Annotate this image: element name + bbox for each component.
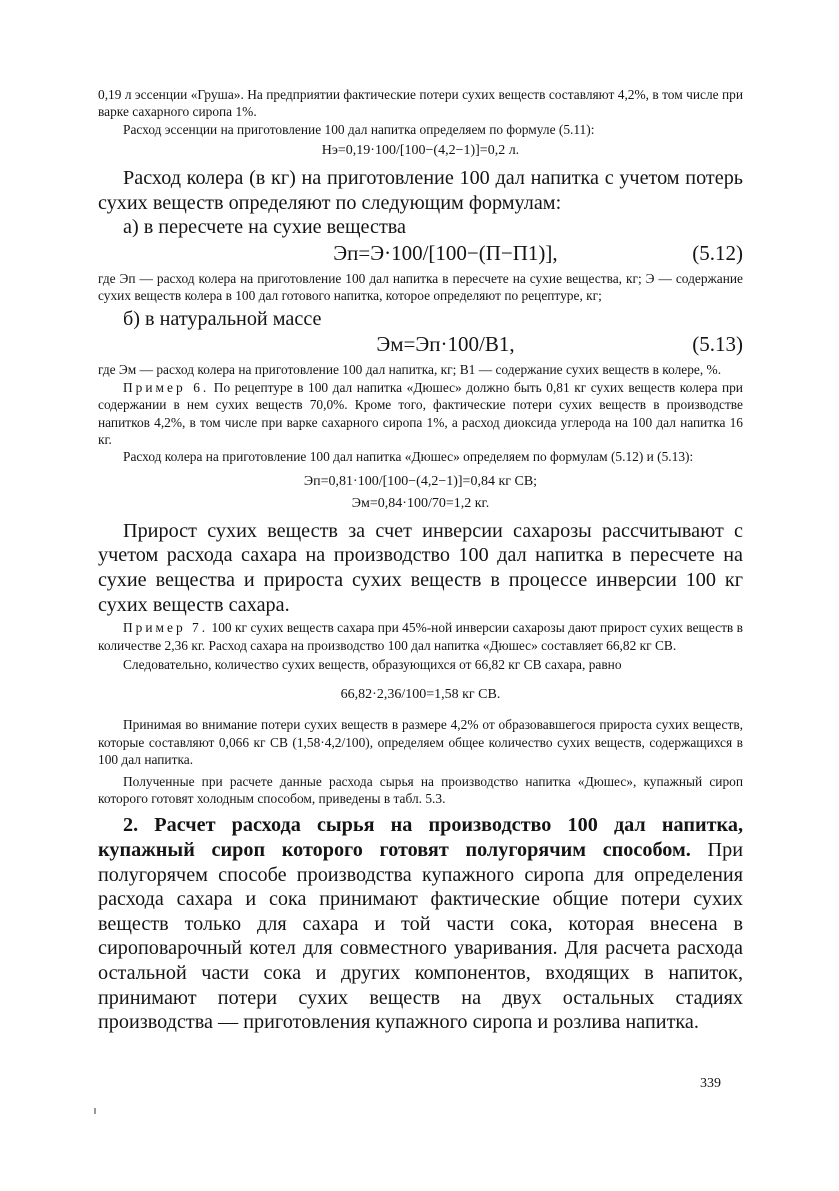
section-2 <box>98 813 743 1034</box>
section-2-text: При полугорячем способе производства купажного сиропа для определения расхода сахара и сока принимают фактические общие потери сухих веществ только для сахара и той части сока, которая внесена в сироповарочный котел для совместного уваривания. Для расчета расхода остальной части сока и других компонентов, входящих в напиток, принимают потери сухих веществ на двух остальных стадиях производства — приготовления купажного сиропа и розлива напитка. <box>98 839 743 1034</box>
paragraph-duchesse-calc: Расход колера на приготовление 100 дал напитка «Дюшес» определяем по формулам (5.12) и (5.13): <box>123 449 694 465</box>
paragraph-natural-mass: б) в натуральной массе <box>123 307 322 330</box>
paragraph-where-1: где Эп — расход колера на приготовление 100 дал напитка в пересчете на сухие вещества, кг; Э — содержание сухих веществ колера в 100 дал готового напитка, которое определяют по рецептуре, кг; <box>98 271 743 304</box>
paragraph-intro: 0,19 л эссенции «Груша». На предприятии фактические потери сухих веществ составляют 4,2%, в том числе при варке сахарного сиропа 1%. <box>98 87 743 120</box>
scan-mark <box>94 1108 96 1114</box>
equation-5-12 <box>98 240 743 267</box>
paragraph-inversion: Прирост сухих веществ за счет инверсии сахарозы рассчитывают с учетом расхода сахара на производство 100 дал напитка в пересчете на сухие вещества и прироста сухих веществ в процессе инверсии 100 кг сухих веществ сахара. <box>98 519 743 616</box>
paragraph-losses: Принимая во внимание потери сухих веществ в размере 4,2% от образовавшегося прироста сухих веществ, которые составляют 0,066 кг СВ (1,58·4,2/100), определяем общее количество сухих веществ, содержащихся в 100 дал напитка. <box>98 717 743 768</box>
example-7-text: 100 кг сухих веществ сахара при 45%-ной инверсии сахарозы дают прирост сухих веществ в количестве 2,36 кг. Расход сахара на производство 100 дал напитка «Дюшес» составляет 66,82 кг СВ. <box>98 620 743 653</box>
equation-5-13 <box>98 331 743 358</box>
example-6-text: По рецептуре в 100 дал напитка «Дюшес» должно быть 0,81 кг сухих веществ колера при содержании в нем сухих веществ 70,0%. Кроме того, фактические потери сухих веществ в производстве напитков 4,2%, в том числе при варке сахарного сиропа 1%, а расход диоксида углерода на 100 дал напитка 16 кг. <box>98 379 743 448</box>
paragraph-where-2: где Эм — расход колера на приготовление 100 дал напитка, кг; B1 — содержание сухих веществ в колере, %. <box>98 362 722 378</box>
paragraph-consequently: Следовательно, количество сухих веществ, образующихся от 66,82 кг СВ сахара, равно <box>123 657 622 673</box>
example-6 <box>98 379 743 449</box>
paragraph-essence: Расход эссенции на приготовление 100 дал напитка определяем по формуле (5.11): <box>123 121 595 137</box>
equation-5-13-number: (5.13) <box>692 332 743 357</box>
formula-increase: 66,82·2,36/100=1,58 кг СВ. <box>340 687 501 703</box>
paragraph-color-intro: Расход колера (в кг) на приготовление 100 дал напитка с учетом потерь сухих веществ определяют по следующим формулам: <box>98 167 743 214</box>
equation-5-12-number: (5.12) <box>692 241 743 265</box>
equation-5-12-expression: Эп=Э·100/[100−(П−П1)], <box>333 241 558 265</box>
paragraph-dry-basis: а) в пересчете на сухие вещества <box>123 216 407 239</box>
formula-em: Эм=0,84·100/70=1,2 кг. <box>351 495 490 511</box>
formula-essence: Hэ=0,19·100/[100−(4,2−1)]=0,2 л. <box>321 143 520 159</box>
section-2-heading: 2. Расчет расхода сырья на производство 100 дал напитка, купажный сироп которого готовят полугорячим способом. <box>98 814 743 862</box>
example-7-label: Пример 7. <box>123 620 209 636</box>
page-body <box>98 86 743 1035</box>
page-number: 339 <box>700 1076 721 1091</box>
example-7 <box>98 619 743 654</box>
paragraph-table-ref: Полученные при расчете данные расхода сырья на производство напитка «Дюшес», купажный сироп которого готовят холодным способом, приведены в табл. 5.3. <box>98 773 743 807</box>
equation-5-13-expression: Эм=Эп·100/B1, <box>376 332 515 357</box>
example-6-label: Пример 6. <box>123 379 210 395</box>
formula-ep: Эп=0,81·100/[100−(4,2−1)]=0,84 кг СВ; <box>303 473 538 489</box>
